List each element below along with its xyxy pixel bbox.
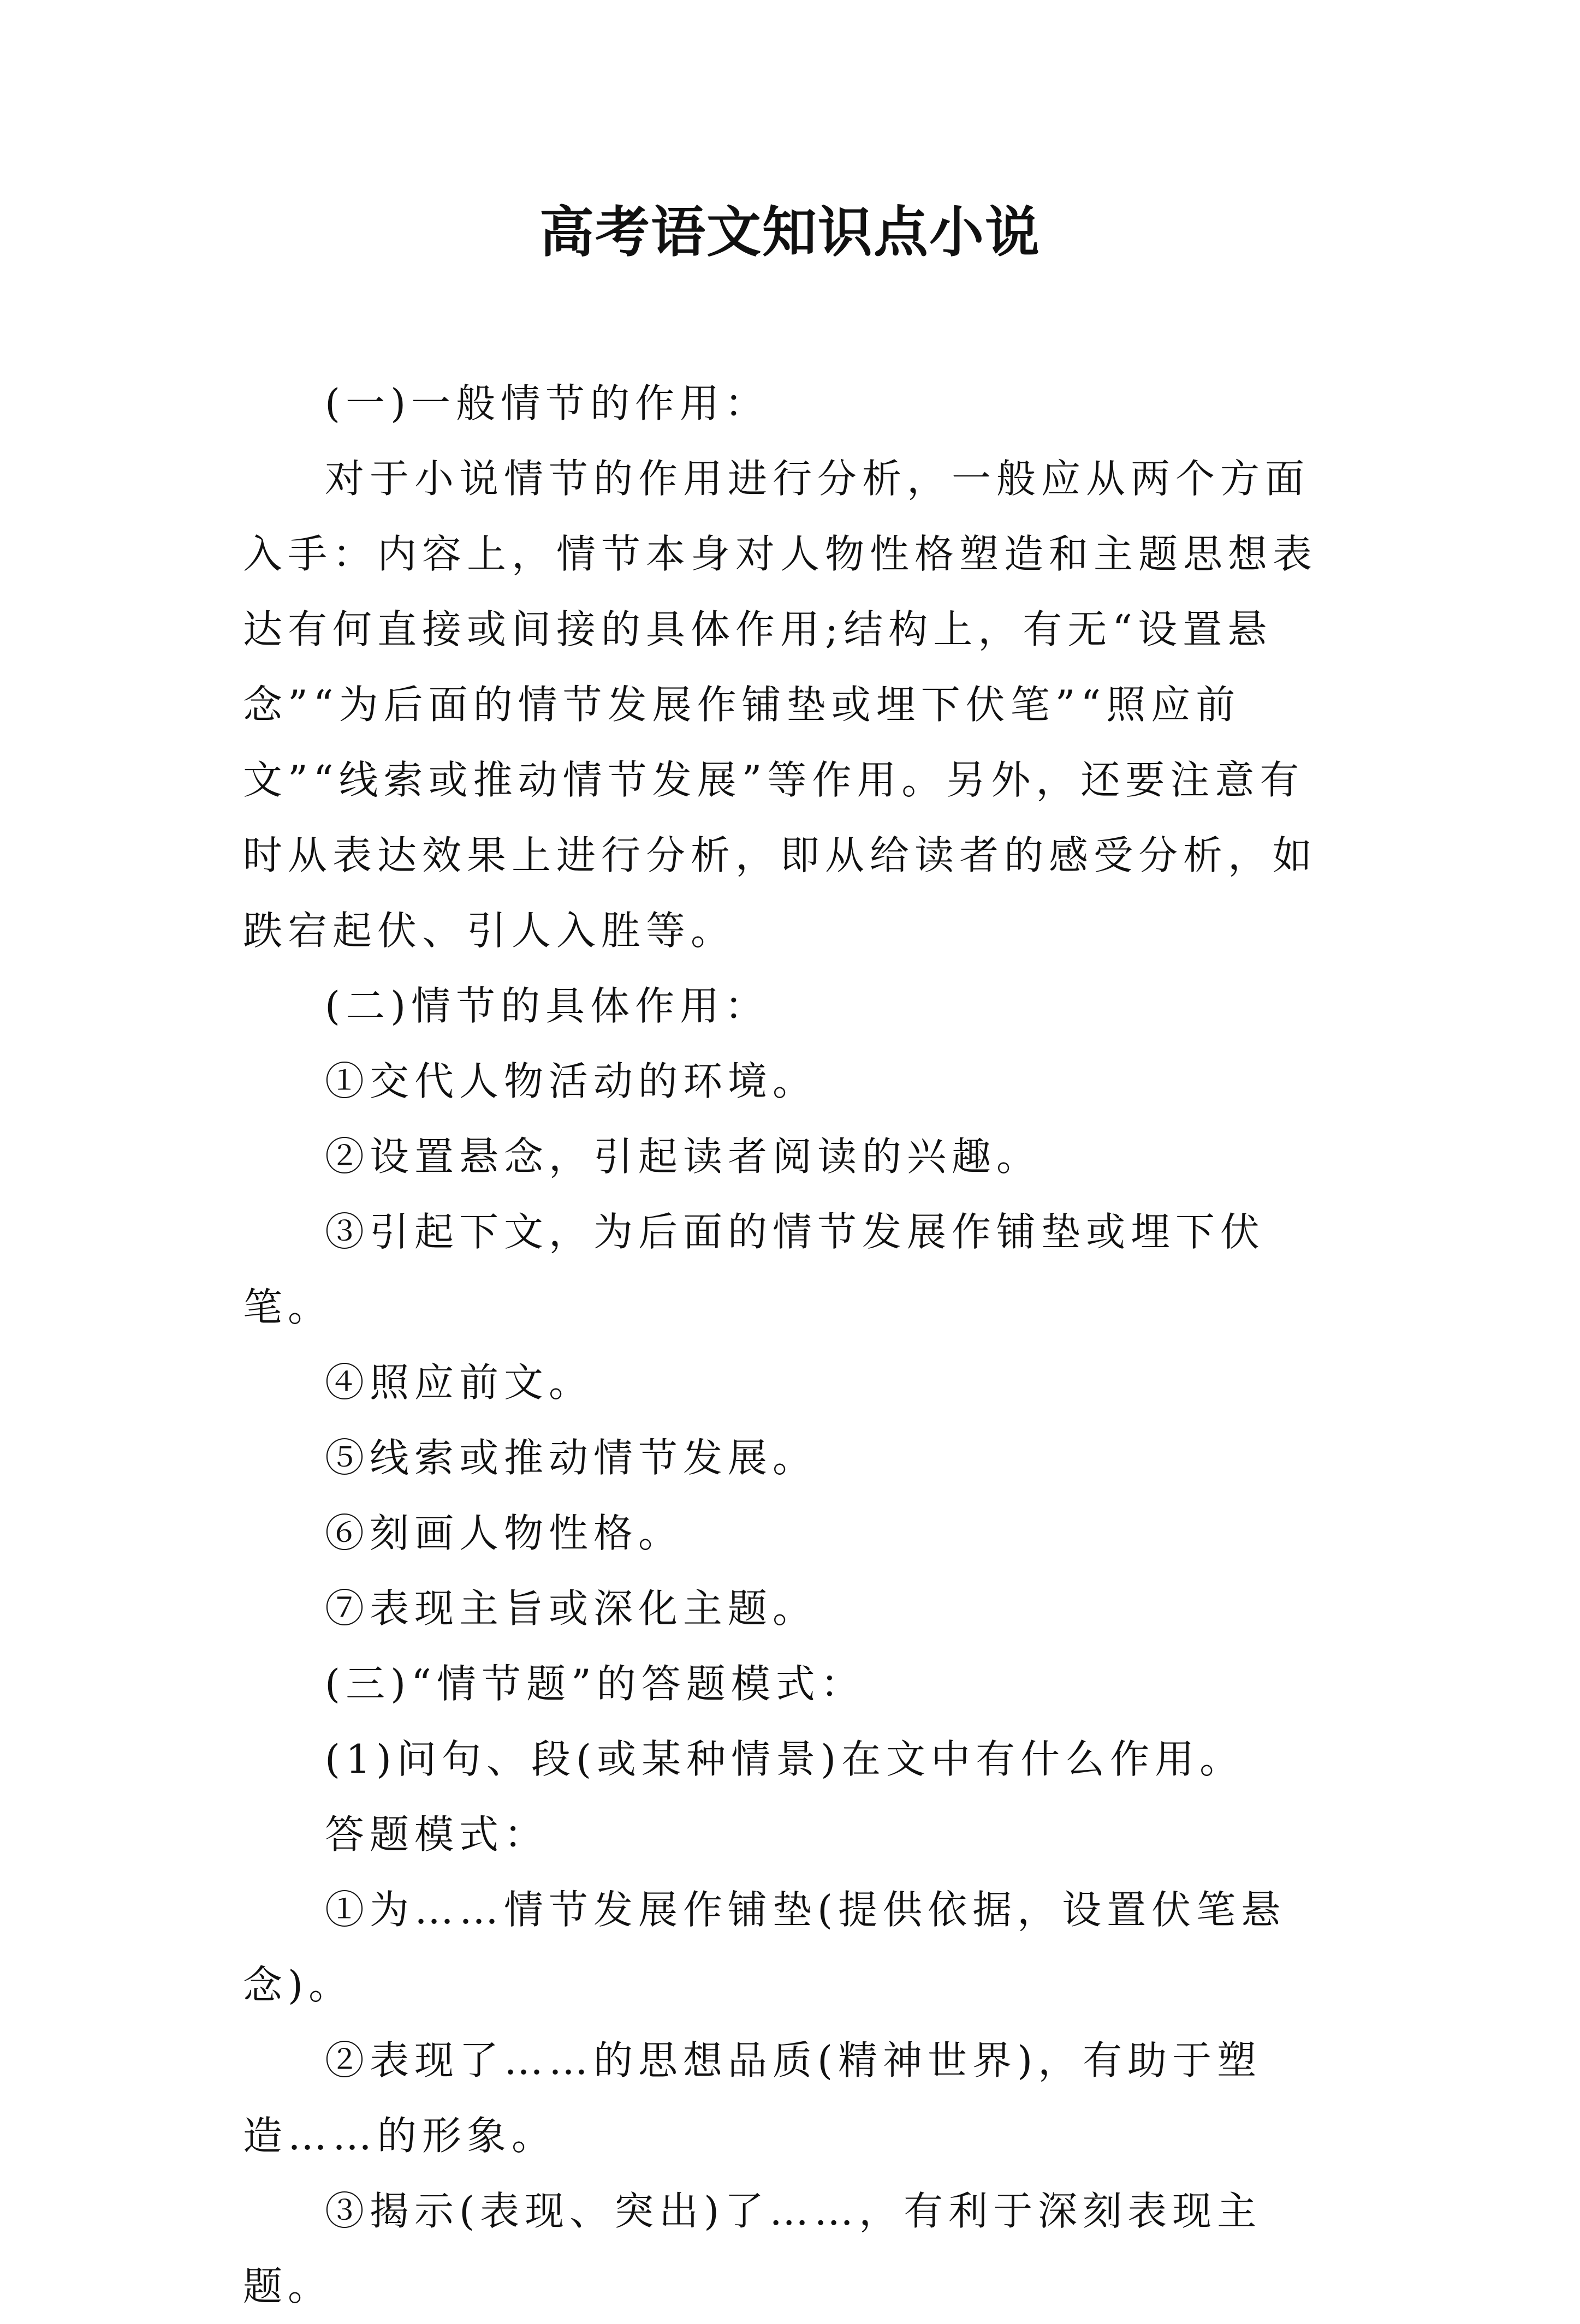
list-item-4: ④照应前文。 [325,1360,594,1405]
paragraph-plot-analysis: 对于小说情节的作用进行分析，一般应从两个方面入手：内容上，情节本身对人物性格塑造和主题思想表达有何直接或间接的具体作用;结构上，有无“设置悬念”“为后面的情节发展作铺垫或埋下伏笔”“照应前文”“线索或推动情节发展”等作用。另外，还要注意有时从表达效果上进行分析，即从给读者的感受分析，如跌宕起伏、引人入胜等。 [243,456,1318,954]
document-title: 高考语文知识点小说 [539,200,1041,264]
document-body [243,366,1335,2324]
answer-item-2: ②表现了……的思想品质(精神世界)，有助于塑造……的形象。 [243,2037,1262,2159]
answer-item-1: ①为……情节发展作铺垫(提供依据，设置伏笔悬念)。 [243,1887,1286,2008]
section-heading-3: (三)“情节题”的答题模式： [325,1661,865,1707]
list-item-2: ②设置悬念，引起读者阅读的兴趣。 [325,1134,1042,1179]
list-item-6: ⑥刻画人物性格。 [325,1510,684,1556]
section-heading-1: (一)一般情节的作用： [325,380,770,426]
list-item-5: ⑤线索或推动情节发展。 [325,1435,818,1481]
list-item-7: ⑦表现主旨或深化主题。 [325,1586,818,1631]
section-heading-2: (二)情节的具体作用： [325,983,770,1029]
answer-pattern-label: 答题模式： [325,1811,549,1857]
question-1: (1)问句、段(或某种情景)在文中有什么作用。 [325,1736,1245,1782]
answer-item-3: ③揭示(表现、突出)了……，有利于深刻表现主题。 [243,2188,1262,2309]
list-item-3: ③引起下文，为后面的情节发展作铺垫或埋下伏笔。 [243,1209,1266,1330]
list-item-1: ①交代人物活动的环境。 [325,1058,818,1104]
